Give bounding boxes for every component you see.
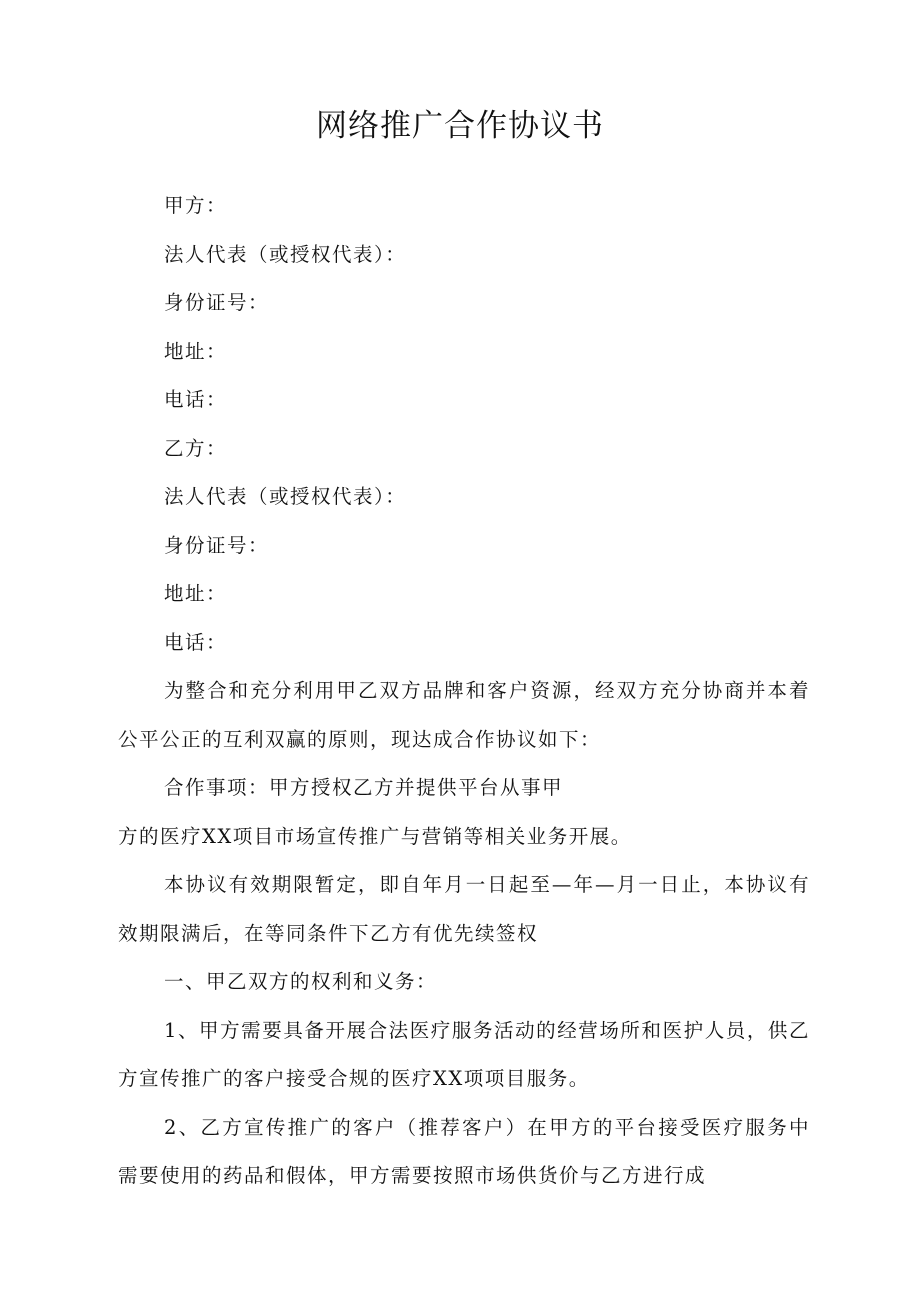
preamble-line-2: 公平公正的互利双赢的原则，现达成合作协议如下： (118, 727, 602, 751)
clause-2-line-2: 需要使用的药品和假体，甲方需要按照市场供货价与乙方进行成 (118, 1164, 707, 1187)
cooperation-line-1: 合作事项：甲方授权乙方并提供平台从事甲 (164, 776, 564, 799)
clause-1-line-2: 方宣传推广的客户接受合规的医疗XX项项目服务。 (118, 1067, 590, 1090)
party-a-address: 地址： (164, 339, 228, 363)
document-body (118, 182, 810, 1201)
party-b-address: 地址： (164, 582, 228, 605)
document-title: 网络推广合作协议书 (316, 108, 604, 144)
party-a-id-number: 身份证号： (164, 291, 270, 314)
party-a-legal-rep: 法人代表（或授权代表）： (164, 242, 407, 266)
party-a-phone: 电话： (164, 388, 228, 411)
party-b-legal-rep: 法人代表（或授权代表）： (164, 485, 407, 508)
term-line-1: 本协议有效期限暂定，即自年月一日起至—年—月一日止，本协议有 (164, 873, 810, 896)
cooperation-line-2: 方的医疗XX项目市场宣传推广与营销等相关业务开展。 (118, 824, 632, 848)
clause-1-line-1: 1、甲方需要具备开展合法医疗服务活动的经营场所和医护人员，供乙 (164, 1018, 810, 1042)
party-b-label: 乙方： (164, 436, 228, 460)
section-1-heading: 一、甲乙双方的权利和义务： (164, 970, 438, 993)
term-line-2: 效期限满后，在等同条件下乙方有优先续签权 (118, 921, 539, 945)
preamble-line-1: 为整合和充分利用甲乙双方品牌和客户资源，经双方充分协商并本着 (164, 679, 810, 702)
party-b-id-number: 身份证号： (164, 533, 270, 557)
party-b-phone: 电话： (164, 630, 228, 654)
party-a-label: 甲方： (164, 194, 228, 217)
clause-2-line-1: 2、乙方宣传推广的客户（推荐客户）在甲方的平台接受医疗服务中 (164, 1115, 810, 1139)
